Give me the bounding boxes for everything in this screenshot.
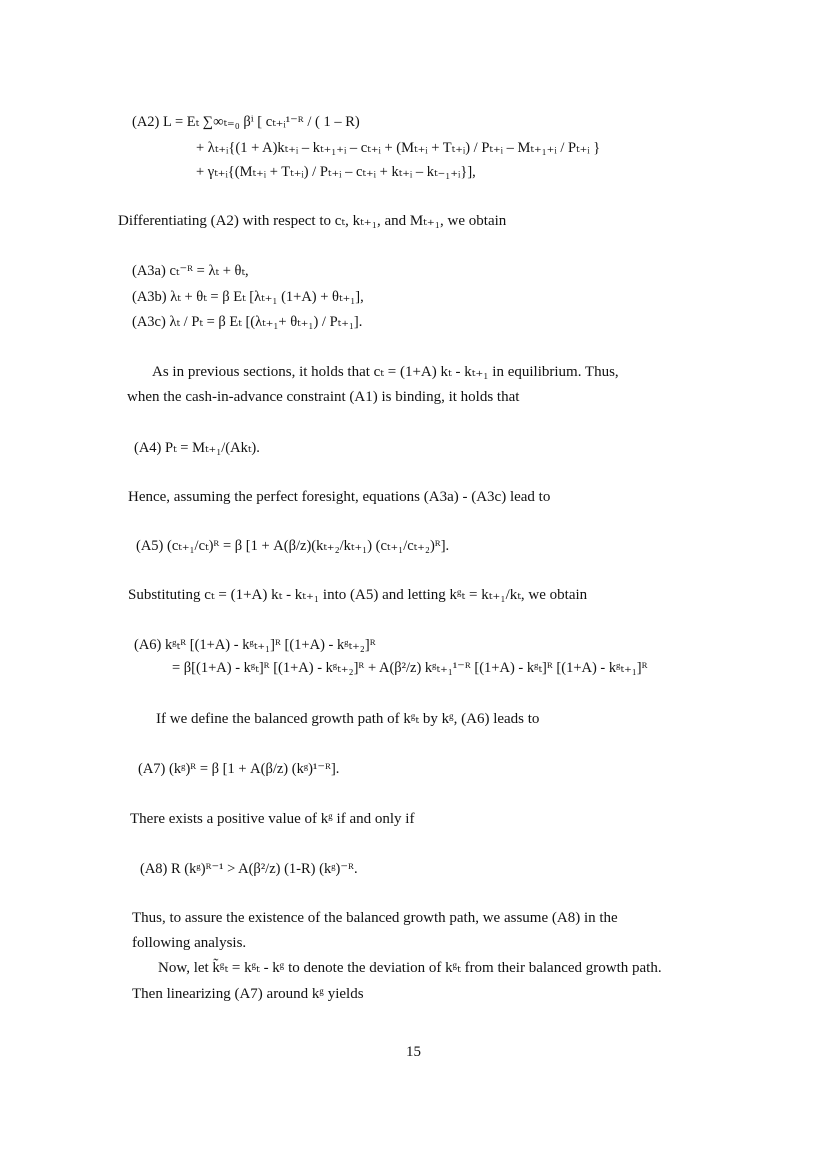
paragraph-now-line2: Then linearizing (A7) around kᵍ yields	[132, 986, 364, 1002]
paragraph-thus-line2: following analysis.	[132, 935, 247, 951]
equation-a3b: (A3b) λₜ + θₜ = β Eₜ [λₜ₊₁ (1+A) + θₜ₊₁],	[132, 289, 364, 305]
equation-a8: (A8) R (kᵍ)ᴿ⁻¹ > A(β²/z) (1-R) (kᵍ)⁻ᴿ.	[140, 861, 358, 877]
paragraph-hence: Hence, assuming the perfect foresight, equations (A3a) - (A3c) lead to	[128, 489, 551, 505]
equation-a7: (A7) (kᵍ)ᴿ = β [1 + A(β/z) (kᵍ)¹⁻ᴿ].	[138, 761, 340, 777]
paragraph-previous-sections-line2: when the cash-in-advance constraint (A1) is binding, it holds that	[127, 389, 520, 405]
equation-a3a: (A3a) cₜ⁻ᴿ = λₜ + θₜ,	[132, 263, 249, 279]
equation-a4: (A4) Pₜ = Mₜ₊₁/(Akₜ).	[134, 440, 260, 456]
paragraph-substituting: Substituting cₜ = (1+A) kₜ - kₜ₊₁ into (A5) and letting kᵍₜ = kₜ₊₁/kₜ, we obtain	[128, 587, 588, 603]
paragraph-balanced-growth-definition: If we define the balanced growth path of kᵍₜ by kᵍ, (A6) leads to	[156, 711, 540, 727]
paragraph-differentiating: Differentiating (A2) with respect to cₜ, kₜ₊₁, and Mₜ₊₁, we obtain	[118, 213, 507, 229]
equation-a5: (A5) (cₜ₊₁/cₜ)ᴿ = β [1 + A(β/z)(kₜ₊₂/kₜ₊₁) (cₜ₊₁/cₜ₊₂)ᴿ].	[136, 538, 450, 554]
equation-a6-line2: = β[(1+A) - kᵍₜ]ᴿ [(1+A) - kᵍₜ₊₂]ᴿ + A(β²/z) kᵍₜ₊₁¹⁻ᴿ [(1+A) - kᵍₜ]ᴿ [(1+A) - kᵍₜ₊₁]ᴿ	[172, 660, 648, 676]
paragraph-thus-line1: Thus, to assure the existence of the balanced growth path, we assume (A8) in the	[132, 910, 618, 926]
equation-a2-line2: + λₜ₊ᵢ{(1 + A)kₜ₊ᵢ – kₜ₊₁₊ᵢ – cₜ₊ᵢ + (Mₜ₊ᵢ + Tₜ₊ᵢ) / Pₜ₊ᵢ – Mₜ₊₁₊ᵢ / Pₜ₊ᵢ }	[196, 140, 601, 156]
equation-a2-line3: + γₜ₊ᵢ{(Mₜ₊ᵢ + Tₜ₊ᵢ) / Pₜ₊ᵢ – cₜ₊ᵢ + kₜ₊ᵢ – kₜ₋₁₊ᵢ}],	[196, 164, 476, 180]
paragraph-positive-value: There exists a positive value of kᵍ if and only if	[130, 811, 415, 827]
paragraph-previous-sections-line1: As in previous sections, it holds that cₜ = (1+A) kₜ - kₜ₊₁ in equilibrium. Thus,	[152, 364, 619, 380]
equation-a3c: (A3c) λₜ / Pₜ = β Eₜ [(λₜ₊₁+ θₜ₊₁) / Pₜ₊₁].	[132, 314, 363, 330]
paragraph-now-line1: Now, let k̃ᵍₜ = kᵍₜ - kᵍ to denote the deviation of kᵍₜ from their balanced growth path.	[158, 960, 662, 976]
equation-a6-line1: (A6) kᵍₜᴿ [(1+A) - kᵍₜ₊₁]ᴿ [(1+A) - kᵍₜ₊₂]ᴿ	[134, 637, 376, 653]
page-number: 15	[406, 1044, 421, 1060]
equation-a2-line1: (A2) L = Eₜ ∑∞ₜ₌₀ βⁱ [ cₜ₊ᵢ¹⁻ᴿ / ( 1 – R)	[132, 114, 360, 130]
